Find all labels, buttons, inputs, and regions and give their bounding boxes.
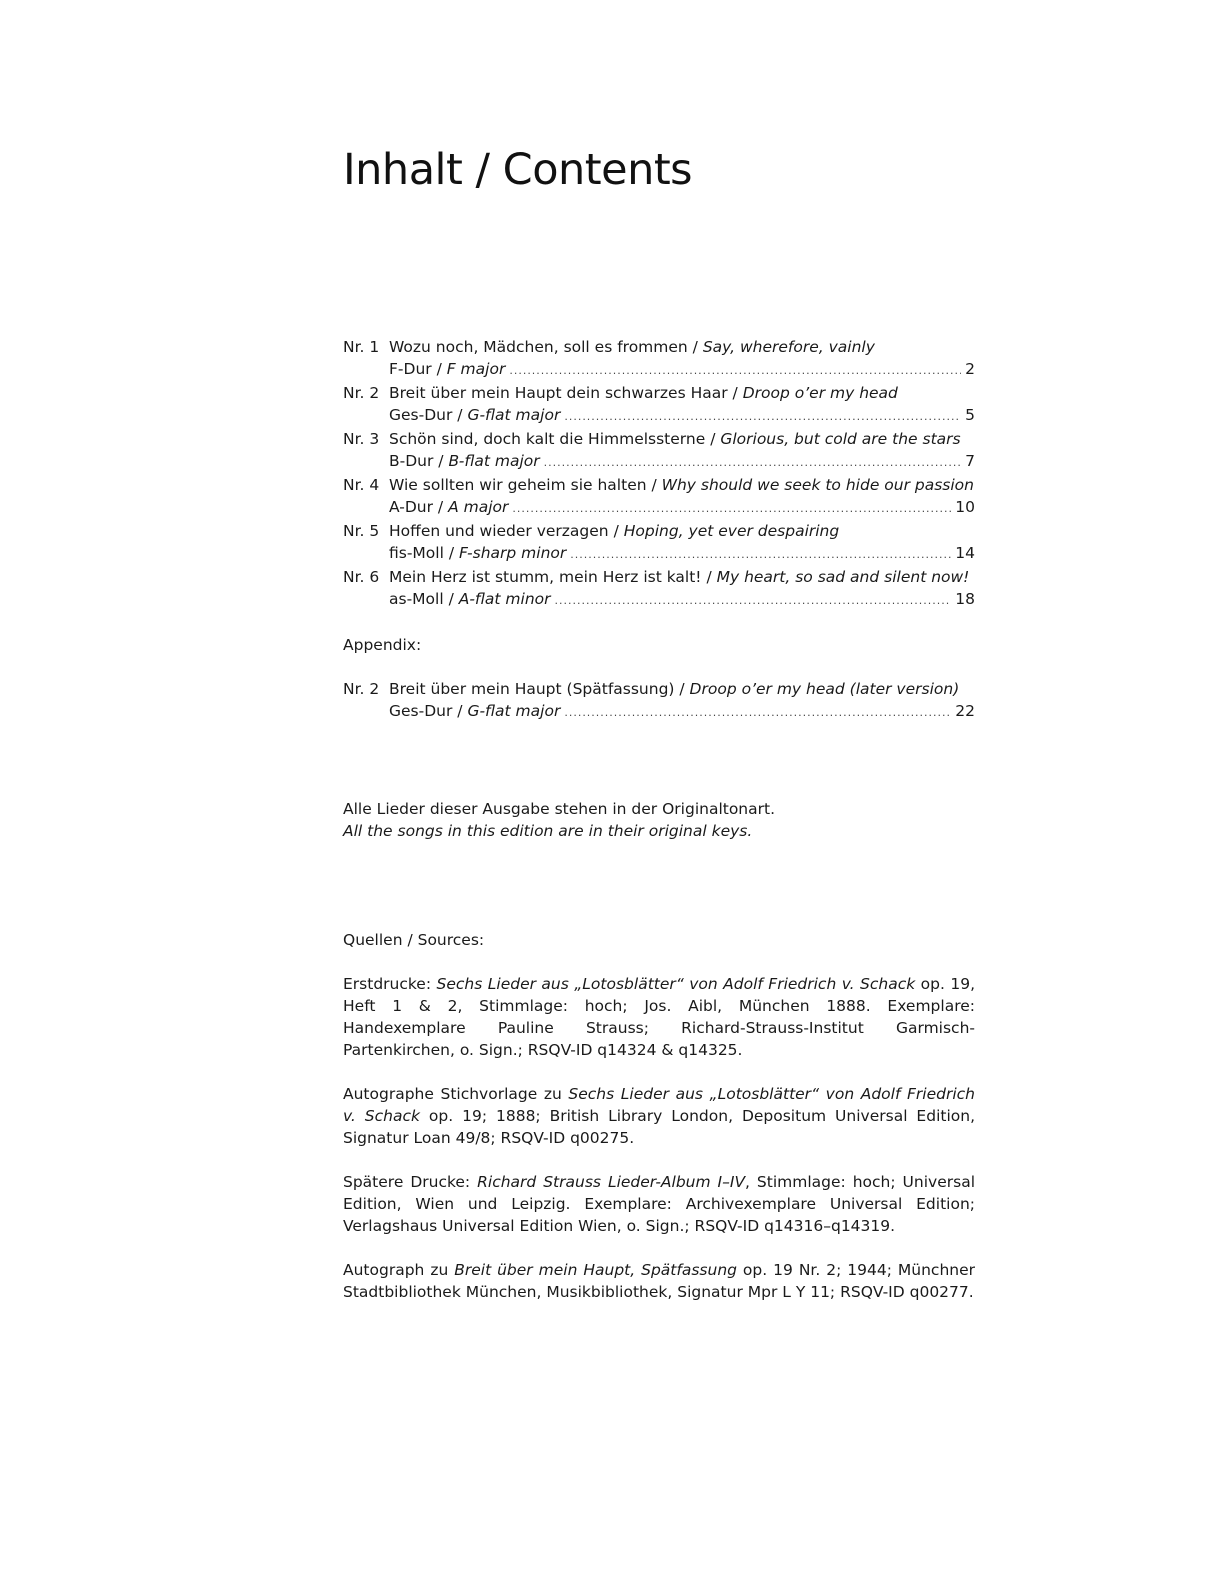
original-keys-note xyxy=(343,798,775,842)
toc-separator: / xyxy=(674,680,690,698)
source-text: , Stimmlage: hoch; Universal Edition, Wien und Leipzig. Exemplare: Archivexemplare Universal Edition; Verlagshaus Universal Edition Wien, o. Sign.; RSQV-ID q14316–q14319. xyxy=(343,1173,975,1235)
source-text: Erstdrucke: xyxy=(343,975,437,993)
toc-entry-6[interactable] xyxy=(343,566,975,612)
toc-key-de: F-Dur xyxy=(389,360,432,378)
source-work-title: Sechs Lieder aus „Lotosblätter“ von Adolf Friedrich v. Schack xyxy=(343,1085,975,1125)
source-text: op. 19; 1888; British Library London, Depositum Universal Edition, Signatur Loan 49/8; RSQV-ID q00275. xyxy=(343,1107,975,1147)
toc-title-de: Schön sind, doch kalt die Himmelssterne xyxy=(389,430,706,448)
toc-entry-5[interactable] xyxy=(343,520,975,566)
sources-heading: Quellen / Sources: xyxy=(343,931,485,949)
toc-separator: / xyxy=(687,338,703,356)
toc-number: Nr. 3 xyxy=(343,430,380,448)
toc-page-number: 7 xyxy=(965,452,975,470)
toc-title-en: Glorious, but cold are the stars xyxy=(720,430,961,448)
toc-key-de: as-Moll xyxy=(389,590,444,608)
toc-page-number: 2 xyxy=(965,360,975,378)
source-work-title: Richard Strauss Lieder-Album I–IV xyxy=(477,1173,746,1191)
toc-key-en: A-flat minor xyxy=(458,590,551,608)
appendix-heading: Appendix: xyxy=(343,636,422,654)
toc-title-en: Droop o’er my head xyxy=(742,384,898,402)
toc-title-en: My heart, so sad and silent now! xyxy=(716,568,970,586)
toc-page-number: 10 xyxy=(955,498,975,516)
source-text: Autograph zu xyxy=(343,1261,455,1279)
toc-key-en: G-flat major xyxy=(467,702,561,720)
toc-key-separator: / xyxy=(433,498,449,516)
toc-key-en: B-flat major xyxy=(448,452,540,470)
toc-number: Nr. 5 xyxy=(343,522,380,540)
toc-page-number: 22 xyxy=(955,702,975,720)
toc-key-en: F major xyxy=(446,360,506,378)
toc-key-separator: / xyxy=(433,452,449,470)
source-paragraph-first-prints xyxy=(343,973,975,1061)
toc-number: Nr. 6 xyxy=(343,568,380,586)
toc-separator: / xyxy=(608,522,624,540)
toc-entry-3[interactable] xyxy=(343,428,975,474)
toc-entry-2[interactable] xyxy=(343,382,975,428)
toc-number: Nr. 2 xyxy=(343,680,380,698)
toc-title-en: Hoping, yet ever despairing xyxy=(623,522,840,540)
toc-separator: / xyxy=(705,430,721,448)
dot-leader xyxy=(564,406,961,428)
toc-key-de: fis-Moll xyxy=(389,544,444,562)
toc-key-separator: / xyxy=(443,544,459,562)
source-text: Spätere Drucke: xyxy=(343,1173,478,1191)
toc-number: Nr. 2 xyxy=(343,384,380,402)
toc-separator: / xyxy=(701,568,717,586)
toc-entry-1[interactable] xyxy=(343,336,975,382)
dot-leader xyxy=(509,360,961,382)
source-text: op. 19 Nr. 2; 1944; Münchner Stadtbibliothek München, Musikbibliothek, Signatur Mpr L Y 11; RSQV-ID q00277. xyxy=(343,1261,975,1301)
dot-leader xyxy=(570,544,951,566)
toc-entry-appendix[interactable] xyxy=(343,678,975,724)
toc-key-separator: / xyxy=(452,702,468,720)
toc-key-separator: / xyxy=(452,406,468,424)
toc-page-number: 5 xyxy=(965,406,975,424)
toc-key-de: Ges-Dur xyxy=(389,702,453,720)
note-english: All the songs in this edition are in their original keys. xyxy=(343,822,753,840)
toc-page-number: 18 xyxy=(955,590,975,608)
dot-leader xyxy=(555,590,952,612)
toc-key-separator: / xyxy=(431,360,447,378)
toc-number: Nr. 1 xyxy=(343,338,380,356)
source-paragraph-autograph xyxy=(343,1259,975,1303)
note-german: Alle Lieder dieser Ausgabe stehen in der Originaltonart. xyxy=(343,800,776,818)
toc-title-de: Mein Herz ist stumm, mein Herz ist kalt! xyxy=(389,568,702,586)
toc-key-en: G-flat major xyxy=(467,406,561,424)
source-text: op. 19, Heft 1 & 2, Stimmlage: hoch; Jos. Aibl, München 1888. Exemplare: Handexemplare Pauline Strauss; Richard-Strauss-Institut Garmisch-Partenkirchen, o. Sign.; RSQV-ID q14324 & q14325. xyxy=(343,975,975,1059)
toc-title-de: Breit über mein Haupt dein schwarzes Haar xyxy=(389,384,728,402)
toc-title-en: Droop o’er my head (later version) xyxy=(689,680,960,698)
toc-key-en: F-sharp minor xyxy=(458,544,567,562)
source-work-title: Breit über mein Haupt, Spätfassung xyxy=(454,1261,737,1279)
toc-title-de: Hoffen und wieder verzagen xyxy=(389,522,609,540)
source-work-title: Sechs Lieder aus „Lotosblätter“ von Adolf Friedrich v. Schack xyxy=(436,975,916,993)
toc-title-de: Breit über mein Haupt (Spätfassung) xyxy=(389,680,675,698)
toc-title-en: Say, wherefore, vainly xyxy=(702,338,875,356)
toc-title-de: Wie sollten wir geheim sie halten xyxy=(389,476,647,494)
toc-entry-4[interactable] xyxy=(343,474,975,520)
toc-page-number: 14 xyxy=(955,544,975,562)
table-of-contents xyxy=(343,336,975,724)
toc-key-de: Ges-Dur xyxy=(389,406,453,424)
toc-separator: / xyxy=(646,476,662,494)
dot-leader xyxy=(544,452,961,474)
dot-leader xyxy=(564,702,951,724)
toc-separator: / xyxy=(727,384,743,402)
toc-key-separator: / xyxy=(443,590,459,608)
source-paragraph-later-prints xyxy=(343,1171,975,1237)
dot-leader xyxy=(512,498,951,520)
toc-title-en: Why should we seek to hide our passion xyxy=(661,476,974,494)
source-paragraph-autograph-engraver-copy xyxy=(343,1083,975,1149)
toc-title-de: Wozu noch, Mädchen, soll es frommen xyxy=(389,338,688,356)
toc-key-en: A major xyxy=(448,498,509,516)
toc-number: Nr. 4 xyxy=(343,476,380,494)
page-title: Inhalt / Contents xyxy=(343,145,693,195)
toc-key-de: A-Dur xyxy=(389,498,433,516)
sources-section xyxy=(343,929,975,1325)
source-text: Autographe Stichvorlage zu xyxy=(343,1085,569,1103)
toc-key-de: B-Dur xyxy=(389,452,434,470)
